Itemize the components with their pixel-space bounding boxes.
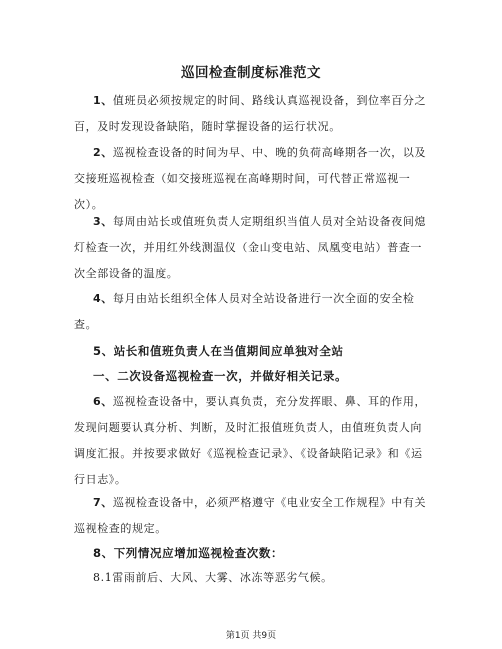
paragraph-4: [74, 286, 430, 338]
paragraph-8: [74, 540, 430, 566]
page-footer: 第1页 共9页: [225, 631, 277, 641]
paragraph-text: 巡视检查设备中，必须严格遵守《电业安全工作规程》中有关巡视检查的规定。: [74, 496, 427, 535]
paragraph-text: 巡视检查设备中，要认真负责，充分发挥眼、鼻、耳的作用，发现问题要认真分析、判断，及时汇报值班负责人，由值班负责人向调度汇报。并按要求做好《巡视检查记录》、《设备缺陷记录》和《运行日志》。: [74, 395, 427, 486]
paragraph-2: [74, 140, 430, 218]
paragraph-number: 7、: [93, 496, 113, 509]
paragraph-5: [74, 338, 430, 364]
paragraph-number: 1、: [93, 94, 113, 107]
paragraph-number: 3、: [93, 215, 113, 228]
paragraph-number: 一、: [93, 369, 118, 383]
paragraph-number: 6、: [93, 395, 113, 408]
document-title: 巡回检查制度标准范文: [181, 65, 321, 81]
paragraph-text: 下列情况应增加巡视检查次数：: [113, 546, 284, 560]
paragraph-number: 8.1: [93, 571, 113, 584]
paragraph-number: 5、: [93, 344, 114, 358]
paragraph-number: 2、: [93, 146, 113, 159]
paragraph-3: [74, 209, 430, 287]
paragraph-6: [74, 389, 430, 493]
paragraph-text: 巡视检查设备的时间为早、中、晚的负荷高峰期各一次，以及交接班巡视检查（如交接班巡视在高峰期时间，可代替正常巡视一次）。: [74, 146, 427, 211]
paragraph-text: 每月由站长组织全体人员对全站设备进行一次全面的安全检查。: [74, 292, 415, 331]
paragraph-text: 值班员必须按规定的时间、路线认真巡视设备，到位率百分之百，及时发现设备缺陷，随时掌握设备的运行状况。: [74, 94, 427, 133]
paragraph-7: [74, 490, 430, 542]
paragraph-number: 4、: [93, 292, 113, 305]
paragraph-text: 站长和值班负责人在当值期间应单独对全站: [113, 344, 344, 358]
paragraph-number: 8、: [93, 546, 114, 560]
paragraph-8-1: [74, 565, 430, 591]
paragraph-text: 雷雨前后、大风、大雾、冰冻等恶劣气候。: [112, 571, 333, 584]
paragraph-text: 每周由站长或值班负责人定期组织当值人员对全站设备夜间熄灯检查一次，并用红外线测温仪（金山变电站、凤凰变电站）普查一次全部设备的温度。: [74, 215, 427, 280]
paragraph-1: [74, 88, 430, 140]
paragraph-section-one: [74, 363, 430, 389]
paragraph-text: 二次设备巡视检查一次，并做好相关记录。: [117, 369, 348, 383]
